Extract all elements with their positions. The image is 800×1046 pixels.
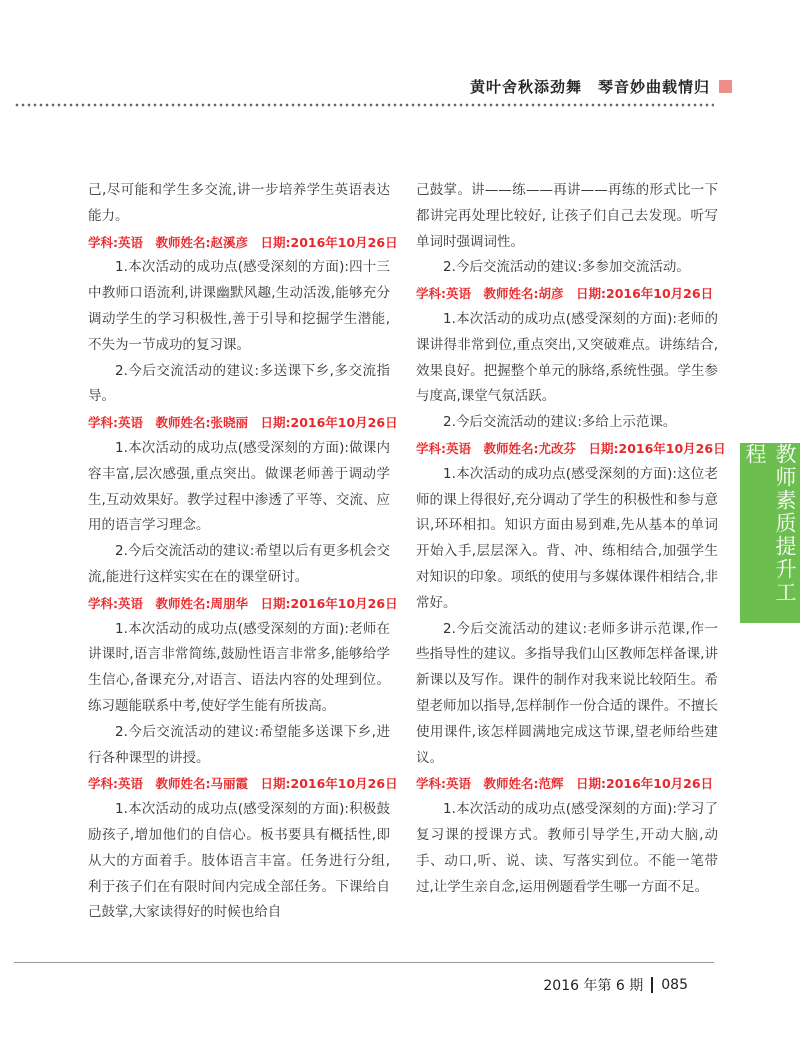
comment-paragraph: 2.今后交流活动的建议:希望以后有更多机会交流,能进行这样实实在在的课堂研讨。 xyxy=(88,543,390,585)
comment-paragraph: 2.今后交流活动的建议:多参加交流活动。 xyxy=(443,259,690,276)
footer-divider xyxy=(651,977,653,993)
teacher-meta-line: 学科:英语 教师姓名:张晓丽 日期:2016年10月26日 xyxy=(88,415,398,431)
comment-paragraph: 2.今后交流活动的建议:希望能多送课下乡,进行各种课型的讲授。 xyxy=(88,723,390,766)
comment-paragraph: 1.本次活动的成功点(感受深刻的方面):老师的课讲得非常到位,重点突出,又突破难点。讲练结合,效果良好。把握整个单元的脉络,系统性强。学生参与度高,课堂气氛活跃。 xyxy=(416,310,718,405)
issue-label: 2016 年第 6 期 xyxy=(543,978,644,994)
comment-paragraph: 1.本次活动的成功点(感受深刻的方面):老师在讲课时,语言非常简练,鼓励性语言非常多,能够给学生信心,备课充分,对语言、语法内容的处理到位。练习题能联系中考,使好学生能有所拔高。 xyxy=(88,620,390,714)
page-footer xyxy=(543,975,688,995)
continued-text: 己鼓掌。讲——练——再讲——再练的形式比一下都讲完再处理比较好, 让孩子们自己去发现。听写单词时强调词性。 xyxy=(416,182,718,250)
teacher-meta-line: 学科:英语 教师姓名:胡彦 日期:2016年10月26日 xyxy=(416,286,714,302)
comment-paragraph: 2.今后交流活动的建议:老师多讲示范课,作一些指导性的建议。多指导我们山区教师怎样备课,讲新课以及写作。课件的制作对我来说比较陌生。希望老师加以指导,怎样制作一份合适的课件。不擅长使用课件,该怎样圆满地完成这节课,望老师给些建议。 xyxy=(416,620,718,766)
continued-text: 己,尽可能和学生多交流,讲一步培养学生英语表达能力。 xyxy=(88,182,390,224)
comment-paragraph: 1.本次活动的成功点(感受深刻的方面):这位老师的课上得很好,充分调动了学生的积极性和参与意识,环环相扣。知识方面由易到难,先从基本的单词开始入手,层层深入。背、冲、练相结合,加强学生对知识的印象。项纸的使用与多媒体课件相结合,非常好。 xyxy=(416,465,718,611)
header-marker xyxy=(719,80,732,93)
page-header-title: 黄叶舍秋添劲舞 琴音妙曲载情归 xyxy=(469,78,710,96)
comment-paragraph: 2.今后交流活动的建议:多给上示范课。 xyxy=(443,414,677,431)
header-dotted-rule xyxy=(14,103,714,107)
comment-paragraph: 1.本次活动的成功点(感受深刻的方面):做课内容丰富,层次感强,重点突出。做课老师善于调动学生,互动效果好。教学过程中渗透了平等、交流、应用的语言学习理念。 xyxy=(88,439,390,534)
comment-paragraph: 1.本次活动的成功点(感受深刻的方面):积极鼓励孩子,增加他们的自信心。板书要具有概括性,即从大的方面着手。肢体语言丰富。任务进行分组, 利于孩子们在有限时间内完成全部任务。下课给自己鼓掌,大家读得好的时候也给自 xyxy=(88,801,390,921)
teacher-meta-line: 学科:英语 教师姓名:尤改芬 日期:2016年10月26日 xyxy=(416,440,726,456)
comment-paragraph: 1.本次活动的成功点(感受深刻的方面):学习了复习课的授课方式。教师引导学生,开动大脑,动手、动口,听、说、读、写落实到位。不能一笔带过,让学生亲自念,运用例题看学生哪一方面不足。 xyxy=(416,801,718,895)
teacher-meta-line: 学科:英语 教师姓名:马丽霞 日期:2016年10月26日 xyxy=(88,776,398,792)
section-side-tab-label: 教师素质提升工程 xyxy=(743,443,797,604)
left-column xyxy=(88,178,398,926)
footer-rule xyxy=(14,962,714,963)
teacher-meta-line: 学科:英语 教师姓名:范辉 日期:2016年10月26日 xyxy=(416,776,714,792)
teacher-meta-line: 学科:英语 教师姓名:赵溪彦 日期:2016年10月26日 xyxy=(88,234,398,250)
teacher-meta-line: 学科:英语 教师姓名:周朋华 日期:2016年10月26日 xyxy=(88,595,398,611)
section-side-tab xyxy=(740,443,800,623)
comment-paragraph: 2.今后交流活动的建议:多送课下乡,多交流指导。 xyxy=(88,362,390,405)
page-number: 085 xyxy=(661,977,688,993)
comment-paragraph: 1.本次活动的成功点(感受深刻的方面):四十三中教师口语流利,讲课幽默风趣,生动活泼,能够充分调动学生的学习积极性,善于引导和挖掘学生潜能,不失为一节成功的复习课。 xyxy=(88,259,390,353)
right-column xyxy=(416,178,726,900)
